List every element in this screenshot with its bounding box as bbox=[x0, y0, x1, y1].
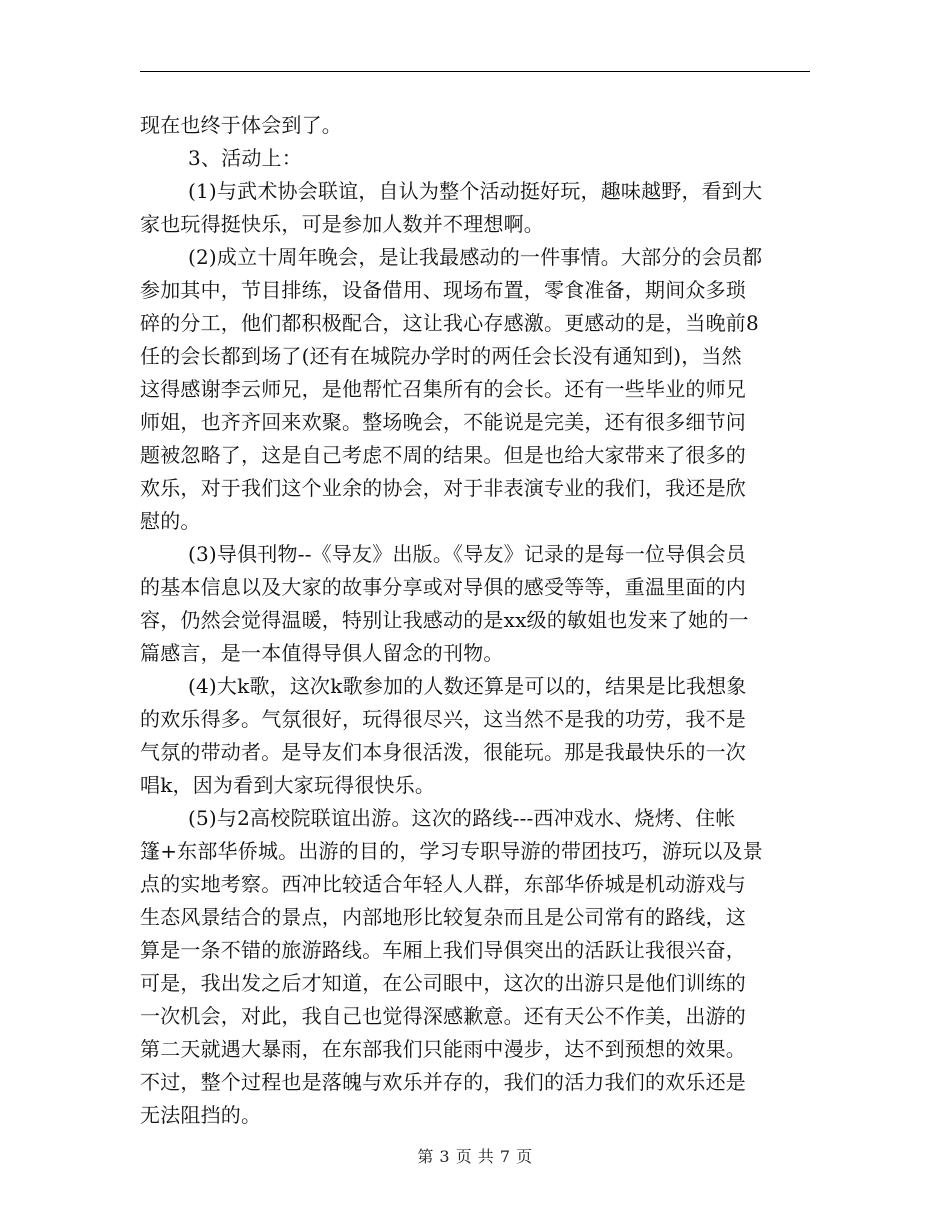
text-line: 一次机会，对此，我自己也觉得深感歉意。还有天公不作美，出游的 bbox=[140, 1004, 746, 1028]
text-line: (2)成立十周年晚会，是让我最感动的一件事情。大部分的会员都 bbox=[188, 245, 763, 269]
text-line: 点的实地考察。西冲比较适合年轻人人群，东部华侨城是机动游戏与 bbox=[140, 872, 746, 896]
text-line: 生态风景结合的景点，内部地形比较复杂而且是公司常有的路线，这 bbox=[140, 905, 746, 929]
page-footer: 第 3 页 共 7 页 bbox=[417, 1147, 533, 1166]
text-line: 篷+东部华侨城。出游的目的，学习专职导游的带团技巧，游玩以及景 bbox=[140, 839, 763, 863]
text-line: 气氛的带动者。是导友们本身很活泼，很能玩。那是我最快乐的一次 bbox=[140, 740, 746, 764]
text-line: 3、活动上： bbox=[188, 146, 302, 170]
text-line: 的欢乐得多。气氛很好，玩得很尽兴，这当然不是我的功劳，我不是 bbox=[140, 707, 746, 731]
text-line: 家也玩得挺快乐，可是参加人数并不理想啊。 bbox=[140, 212, 544, 236]
text-line: 题被忽略了，这是自己考虑不周的结果。但是也给大家带来了很多的 bbox=[140, 443, 746, 467]
text-line: (1)与武术协会联谊，自认为整个活动挺好玩，趣味越野，看到大 bbox=[188, 179, 763, 203]
text-line: (4)大k歌，这次k歌参加的人数还算是可以的，结果是比我想象 bbox=[188, 674, 747, 698]
text-line: 无法阻挡的。 bbox=[140, 1103, 262, 1127]
text-line: 慰的。 bbox=[140, 509, 201, 533]
text-line: 欢乐，对于我们这个业余的协会，对于非表演专业的我们，我还是欣 bbox=[140, 476, 746, 500]
text-line: 算是一条不错的旅游路线。车厢上我们导俱突出的活跃让我很兴奋， bbox=[140, 938, 746, 962]
text-line: (5)与2高校院联谊出游。这次的路线---西冲戏水、烧烤、住帐 bbox=[188, 806, 736, 830]
text-line: 参加其中，节目排练，设备借用、现场布置，零食准备，期间众多琐 bbox=[140, 278, 746, 302]
text-line: (3)导俱刊物--《导友》出版。《导友》记录的是每一位导俱会员 bbox=[188, 542, 747, 566]
text-line: 唱k，因为看到大家玩得很快乐。 bbox=[140, 773, 436, 797]
text-line: 不过，整个过程也是落魄与欢乐并存的，我们的活力我们的欢乐还是 bbox=[140, 1070, 746, 1094]
text-line: 的基本信息以及大家的故事分享或对导俱的感受等等，重温里面的内 bbox=[140, 575, 746, 599]
document-body bbox=[140, 109, 810, 1132]
text-line: 任的会长都到场了(还有在城院办学时的两任会长没有通知到)，当然 bbox=[140, 344, 742, 368]
text-line: 碎的分工，他们都积极配合，这让我心存感激。更感动的是，当晚前8 bbox=[140, 311, 759, 335]
text-line: 第二天就遇大暴雨，在东部我们只能雨中漫步，达不到预想的效果。 bbox=[140, 1037, 746, 1061]
text-line: 篇感言，是一本值得导俱人留念的刊物。 bbox=[140, 641, 504, 665]
text-line: 现在也终于体会到了。 bbox=[140, 113, 342, 137]
text-line: 可是，我出发之后才知道，在公司眼中，这次的出游只是他们训练的 bbox=[140, 971, 746, 995]
text-line: 容，仍然会觉得温暖，特别让我感动的是xx级的敏姐也发来了她的一 bbox=[140, 608, 749, 632]
text-line: 师姐，也齐齐回来欢聚。整场晚会，不能说是完美，还有很多细节问 bbox=[140, 410, 746, 434]
text-line: 这得感谢李云师兄，是他帮忙召集所有的会长。还有一些毕业的师兄 bbox=[140, 377, 746, 401]
header-rule bbox=[140, 71, 810, 72]
